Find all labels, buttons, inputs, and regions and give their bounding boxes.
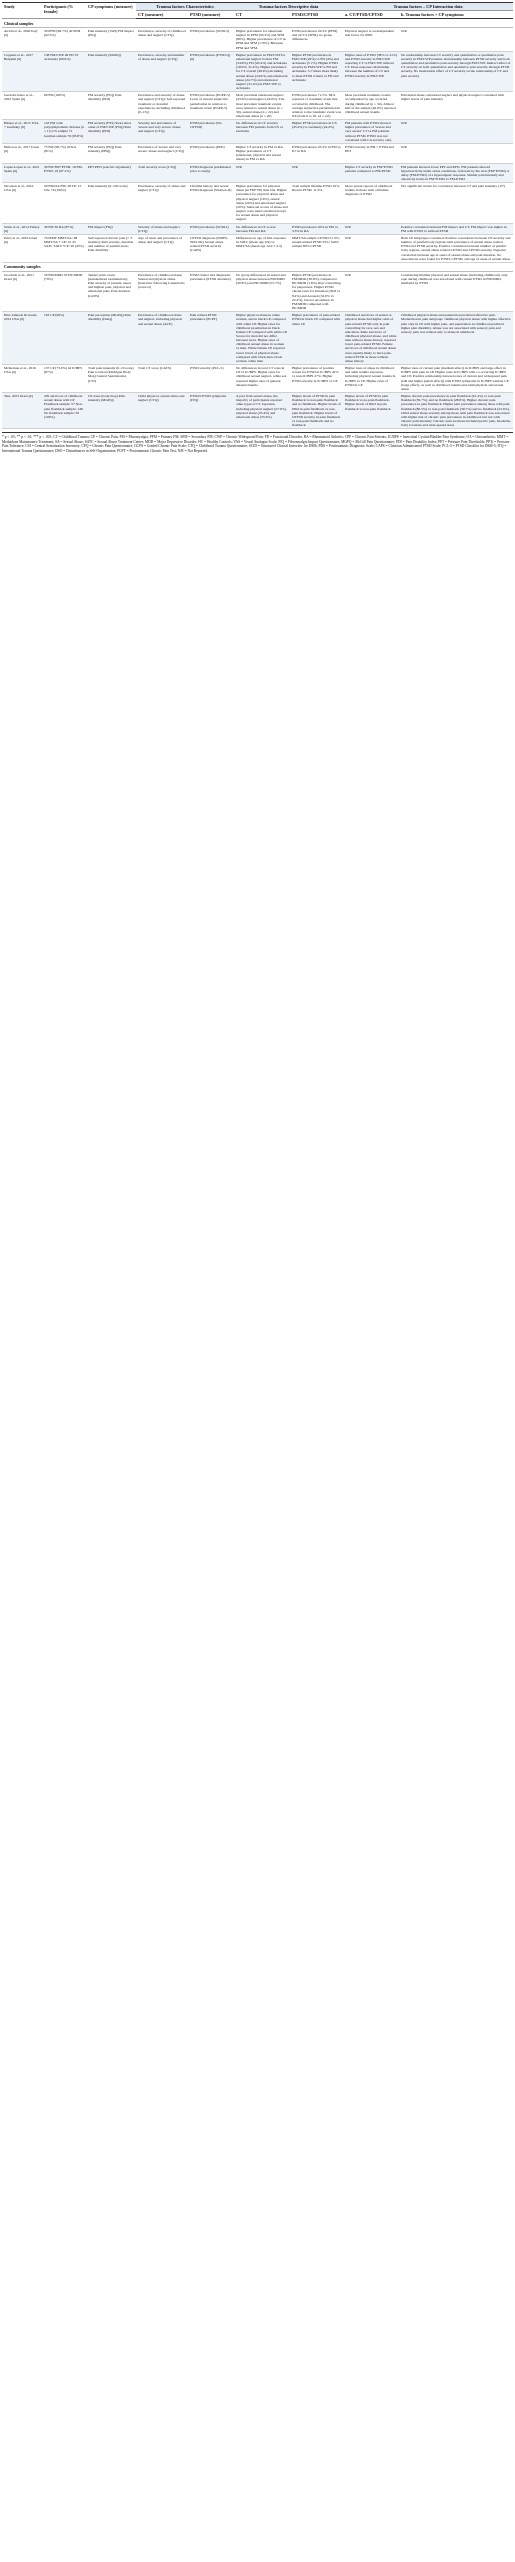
col-header-ptsd: PTSD (measure) — [188, 11, 234, 19]
cell-ptsd-descriptive: Higher prevalence of pain-related PTSD in black CP compared with white CP — [290, 312, 343, 365]
cell-ct-ptsd-interaction: Higher CT severity in FM+PTSD patients compared to FM-PTSD — [343, 163, 399, 183]
cell-ptsd-measure: PTSD prevalence (PDS) — [188, 143, 234, 163]
header-row-groups — [2, 3, 513, 11]
section-label: Community samples — [2, 262, 513, 271]
cell-trauma-cp-interaction: N/R — [399, 143, 513, 163]
cell-participants: 36 FM 30 RA (87%) — [42, 223, 86, 234]
cell-ct-descriptive: Higher physical abuse in white women, and in black CP compared with white CP. Higher rates for childhood prostitution in black female CP compared with white CP. Scores for men did not differ between races. Higher rates of childhood sexual abuse in women vs men. White female CP reported lower levels of physical abuse compared with black men, black women, white men — [234, 312, 290, 365]
cell-ct-ptsd-interaction: Childhood survivors of sexual or physical abuse had higher odds of pain-related PTSD only in pain controlling for race, sex and education. Male survivors of childhood physical abuse, and white men without abuse history, reported lower pain-related PTSD. Female survivors of childhood sexual abuse were equally likely to have pain-related PTSD as those without abuse history — [343, 312, 399, 365]
table-row — [2, 92, 513, 120]
cell-study: Alciati et al., 2020 Italy [#] — [2, 28, 42, 52]
cell-study: Pelcz et al., 2016 Israel [#] — [2, 234, 42, 262]
cell-ct-descriptive: A part from sexual abuse, the majority of participants reported other types of CT exposure, including physical neglect (27.9%), physical abuse (25.4%) and emotional abuse (55.6%) — [234, 393, 290, 429]
col-header-ct-desc: CT — [234, 11, 290, 19]
cell-ct-descriptive: No differences in total CT rates in CP vs IC/BPS. Higher rates for childhood sexual neglect, while sex reported higher rates of general disaster/trauma — [234, 365, 290, 393]
cell-ptsd-descriptive: Higher PTSD prevalence in FM/MDD (30.8%) compared to HC/MDD (1.8%) after controlling for perpetrator. Higher PTSD cluster rates for Intrusion (30.8 vs 8.4%) and Arousal (32.0% vs 22.4%), but not Avoidance in FM/MDD compared with HC/MDD — [290, 271, 343, 311]
table-row — [2, 143, 513, 163]
section-label: Clinical samples — [2, 19, 513, 28]
cell-trauma-cp-interaction: Considering lifetime physical and sexual abuse (including childhood), only rape during childhood was associated with current PTSD in FM/MDD, mediated by PTSD — [399, 271, 513, 311]
cell-ct-descriptive: No differences in CT scores between FM and RA — [234, 223, 290, 234]
cell-participants: 75 FM (96.7%) 20 RA (81%) — [42, 143, 86, 163]
cell-cp-symptoms: PPT PPTr (electric algometer) — [86, 163, 136, 183]
group-header-trauma-characteristics: Trauma factors Characteristics — [136, 3, 234, 11]
table-footnote: * p < .05; ** p < .01; *** p < .001; CT = Childhood Trauma; CP = Chronic Pain; FM = Fibromyalgia; PFM = Primary FM; SFM = Secondary FM; CWP = Chronic Widespread Pain; FD = Functional Disorder; RA = Rheumatoid Arthritis; CPP = Chronic Pain Patients; IC/BPS = Interstitial Cystitis/Bladder Pain Syndrome; OA = Osteoarthritis; MMT = Methadone Maintenance Treatment; SA = Sexual Abuse; SATC = Sexual Abuse Treatment Center; MDD = Major Depressive Disorder; HC = Healthy Controls; VAS = Visual Analogue Scale; FIQ = Fibromyalgia Impact Questionnaire; MGPQ = McGill Pain Questionnaire; PDI = Pain Disability Index; PPT = Pressure Pain Thresholds; PPTr = Pressure Pain Tolerance; CSI = Central Sensitization Inventory; CPQ = Chronic Pain Questionnaire; GCPS = Graded Chronic Pain Scale; CTQ = Childhood Trauma Questionnaire; SCID = Structured Clinical Interview for DSM; PDS = Posttraumatic Diagnostic Scale; CAPS = Clinician Administered PTSD Scale; PCL-5 = PTSD Checklist for DSM-5; ITQ = International Trauma Questionnaire; DSO = Disturbances in Self-Organization; PCPT = Posttraumatic Chronic Pain Test; N/R = Not Reported. — [2, 432, 513, 453]
cell-ct-measure: Prevalence and severity of abuse and neglect (CTQ); Self-reported traumatic or stressful experiences, including childhood (0–15y) — [136, 92, 188, 120]
cell-ptsd-descriptive: PTSD prevalence 71.5%. 84% reported ≥1 traumatic event that occurred in childhood. The average subjective perturbation in relation to the traumatic event was 8.6 (from 0 to 10, sd = 2.0) — [290, 92, 343, 120]
cell-ptsd-measure: PTSD severity (PCL-5) — [188, 365, 234, 393]
cell-participants: 137 CP (73.9%) 42 ICBPS (87%) — [42, 365, 86, 393]
cell-participants: 205 survivors of childhood sexual abuse with CP Flashback sample: 57 Non-pain flashback sample: 148 No flashback sample: 65 (100%) — [42, 393, 86, 429]
cell-ptsd-measure: PTSD prevalence (SS-CPTSD) — [188, 120, 234, 144]
cell-ct-descriptive: Differences in age of first exposure in SATC (mean age 9.9) vs MMT/SA (mean age 12.9 ± 4.3) — [234, 234, 290, 262]
cell-ct-descriptive: N/R — [234, 163, 290, 183]
cell-ct-ptsd-interaction: N/R — [343, 223, 399, 234]
cell-cp-symptoms: FM severity (FIQ) Pain disability (PDI) — [86, 92, 136, 120]
cell-ct-ptsd-interaction: N/R — [343, 234, 399, 262]
cell-ptsd-descriptive: Higher prevalence of positive screen for PTSD in IC/BPS 42% vs non-IC/BPS 27%. Higher PTSD severity in IC/BPS vs CP — [290, 365, 343, 393]
cell-ptsd-measure: PTSD cluster and diagnostic prevalence (PTSD checklist) — [188, 271, 234, 311]
cell-ct-ptsd-interaction: Higher levels of PTSD in pain flashback vs no-pain flashback. Higher levels of DSO in pain flashback vs non-pain flashback — [343, 393, 399, 429]
cell-participants: 50 PFM (96.7%) 40 SFM (92.5%) — [42, 28, 86, 52]
cell-ct-measure: Total severity score (CTQ) — [136, 163, 188, 183]
cell-ct-ptsd-interaction: Most prevalent traumatic events accompanied by age occurred during childhood (n = 34). Almost half of the sample (46.9%) reported childhood sexual trauma — [343, 92, 399, 120]
cell-study: Häuser et al., 2015 USA + Germany [#] — [2, 120, 42, 144]
cell-ptsd-descriptive: PTSD prevalence 45.3% in FM vs 8.7 in RA — [290, 143, 343, 163]
col-header-b: b. Trauma factors × CP symptoms — [399, 11, 513, 19]
cell-ct-ptsd-interaction: Higher rates of abuse in childhood and adult trauma exposure, including physical sexual trauma in IC/BPS vs CP. Higher rates of PTSD in CP — [343, 365, 399, 393]
col-header-participants: Participants (% female) — [42, 3, 86, 19]
table-row — [2, 223, 513, 234]
table-row — [2, 51, 513, 91]
group-header-trauma-interaction: Trauma factors – CP Interaction data — [343, 3, 513, 11]
table-row — [2, 183, 513, 223]
table-row — [2, 234, 513, 262]
cell-trauma-cp-interaction: FM patients showed lower PPT and PPTr. FM patients showed hyperreactivity under stress conditions, followed by the lack (FM+PTSD) or delay (FM-PTSD) of a hyperalgesic response. Similar pain intensity and chronicity levels in FM+PTSD vs FM-PTSD — [399, 163, 513, 183]
cell-ptsd-descriptive: PTSD prevalence 40% in FM vs 3.3% in RA — [290, 223, 343, 234]
cell-ct-ptsd-interaction: FM patients with PTSD showed higher prevalence of 'severe and very severe' CT vs FM patients without PTSD. PTSD was not correlated with CA severity only. — [343, 120, 399, 144]
cell-cp-symptoms: Pain intensity (MGPQ) — [86, 51, 136, 91]
cell-ct-measure: Severity of abuse and neglect (CTQ) — [136, 223, 188, 234]
cell-trauma-cp-interaction: N/R — [399, 28, 513, 52]
cell-participants: 36 FM FM+PTSD: 18 FM-PTSD: 18 (97.2%) — [42, 163, 86, 183]
section-row-community — [2, 262, 513, 271]
cell-ct-measure: Prevalence of childhood abuse and neglect, including physical and sexual abuse (ACE) — [136, 312, 188, 365]
group-header-trauma-descriptive: Trauma factors Descriptive data — [234, 3, 343, 11]
cell-trauma-cp-interaction: No relationship between CT severity and quantitative or qualitative pain severity in FM/CWP patients. Relationship between PTSD severity and both quantitative and qualitative pain severity through FM/CWP. Indirect effect of CT severity on both quantitative and qualitative pain severity through PTSD severity. No moderation effect of CT severity on the relationship of CT and pain severity — [399, 51, 513, 91]
table-row — [2, 271, 513, 311]
cell-participants: 143 FM with polysymptomatic distress (n = 11) US sample 71 German sample 70 (93.8%) — [42, 120, 86, 144]
cell-ptsd-descriptive: Total sample lifetime PTSD 19%. Recent PTSD: 11.9% — [290, 183, 343, 223]
cell-ct-descriptive: Higher prevalence in FM/CWP for emotional neglect both in FM (34.8%), FD (20.4%) and Achalasia (18.9%; 31.4%). Higher prevalence for CT overall (48.6%) including sexual abuse (24.6%) and emotional abuse (24.7%) and emotional neglect (31.4%) in FM/CWP vs Achalasia — [234, 51, 290, 91]
cell-trauma-cp-interaction: Higher chronic pain prevalence in pain flashback (91.4%) vs non-pain flashback (39.7%), and no flashback (28.8%). Higher chronic pain prevalence in pain flashback. Higher pain prevalence among those with pain flashback (80.5%) vs non-pain flashback (39.7%) and no flashback (23.6%). Child sexual abuse severity among those with pain flashback was associated with higher risk of chronic pain prevalence in adulthood, but not with chronic pain intensity. Chronic pain locations included pelvic pain, headache, body locations and wide-spread areas — [399, 393, 513, 429]
cell-ptsd-measure: PTSD/CPTSD symptoms (ITQ) — [188, 393, 234, 429]
cell-participants: 69 FM (100%) — [42, 92, 86, 120]
cell-trauma-cp-interaction: N/R — [399, 120, 513, 144]
cell-trauma-cp-interaction: Childhood physical abuse and penetration predicted affective pain. Moderation in pain subgroup: childhood physical abuse with higher affective pain only in CP with higher pain, and penetration in childhood predicted higher pain disability. Abuse was not associated with sensory pain and sensory pain was related only to abuse in adulthood — [399, 312, 513, 365]
table-body — [2, 19, 513, 429]
cell-study: Sevin et al., 2014 Turkey [#] — [2, 223, 42, 234]
cell-participants: 76 MMT MMT/SA: 68 MMT/SA + CP: 41 25 SATC SATC+CP: 20 (45%) — [42, 234, 86, 262]
col-header-study: Study — [2, 3, 42, 19]
cell-ct-descriptive: No group differences in sexual and physical abuse between FM/MDD (30.8%) and HC/MDD (37.7%) — [234, 271, 290, 311]
cell-ct-ptsd-interaction: More severe reports of childhood trauma in those with a lifetime diagnosis of PTSD — [343, 183, 399, 223]
cell-study: López-López et al., 2021 Spain [#] — [2, 163, 42, 183]
col-header-cp-symptoms: CP symptoms (measure) — [86, 3, 136, 19]
table-row — [2, 28, 513, 52]
cell-study: Nicolson et al., 2010 USA [#] — [2, 183, 42, 223]
cell-cp-symptoms: CP areas (body map) Pain intensity (MGPQ) — [86, 393, 136, 429]
cell-ct-measure: Prevalence, severity of childhood abuse and neglect (CTQ) — [136, 28, 188, 52]
cell-ct-ptsd-interaction: Physical neglect is an independent risk factor for PMS — [343, 28, 399, 52]
cell-participants: 138 FM/CWP 49 FD 53 Achalasia (69.6%) — [42, 51, 86, 91]
cell-participants: 163 CP (66%) — [42, 312, 86, 365]
cell-cp-symptoms: Tender point count (standardized examination); Pain severity of present, usual and highest pain, physical and emotional pain; Pain duration (GCPS) — [86, 271, 136, 311]
review-table — [2, 2, 513, 429]
cell-ptsd-descriptive: N/R — [290, 163, 343, 183]
col-header-ptsd-cptsd: PTSD/CPTSD — [290, 11, 343, 19]
section-row-clinical — [2, 19, 513, 28]
cell-ct-measure: Severity and prevalence of 'severe and very severe' abuse and neglect (CTQ) — [136, 120, 188, 144]
cell-ct-measure: Age of onset and prevalence of abuse and neglect (CTQ) — [136, 234, 188, 262]
cell-ptsd-descriptive: Higher PTSD prevalence in FM/CWP (29%) vs FD (4%) and Achalasia (5.7%). Higher PTSD severity in FM/CWP vs FD and Achalasia. 5-7 times more likely to meet PTSD criteria vs FD and Achalasia — [290, 51, 343, 91]
cell-trauma-cp-interaction: Emotional abuse, emotional neglect and physical neglect correlated with higher levels of pain intensity — [399, 92, 513, 120]
cell-ptsd-measure: PTSD diagnosis (established prior to study) — [188, 163, 234, 183]
cell-ptsd-descriptive: PTSD prevalence 26.3% (PFM) and 22.5% (SFM), no group differences — [290, 28, 343, 52]
cell-ct-descriptive: Higher CT severity in FM vs RA. Higher prevalence of CT (emotional, physical and sexual abuse) in FM vs RA — [234, 143, 290, 163]
cell-ptsd-measure: Pain related PTSD prevalence (PCPT) — [188, 312, 234, 365]
cell-study: Hart-Johnson & Green, 2012 USA [#] — [2, 312, 42, 365]
cell-ct-ptsd-interaction: Higher rates of PTSD (38% vs 21%) and PTSD severity in FM/CWP reporting CT vs FM/CWP without CT. Dose response relationship between the number of CT and PTSD severity in FM/CWP — [343, 51, 399, 91]
cell-ct-descriptive: Higher prevalence for emotional neglect in PFM (93.3%) and SFM (80%). Higher prevalence of CT in PFM and SFM (≥70%). Between PFM and SFM. — [234, 28, 290, 52]
cell-ptsd-measure: CPTSD diagnosis (SIDES-NOS-SR) Sexual abuse related PTSD severity (CAPS) — [188, 234, 234, 262]
cell-study: McKernan et al., 2019 USA [#] — [2, 365, 42, 393]
cell-ptsd-measure: PTSD prevalence (PTSD Q) [#] — [188, 51, 234, 91]
cell-ptsd-descriptive: Higher levels of PTSD in pain flashback vs non-pain flashback and no flashback. Higher levels of DSO in pain flashback vs non-pain flashback. Higher levels of CPTSD severity in pain flashback vs non-pain flashback and no flashback — [290, 393, 343, 429]
table-row — [2, 163, 513, 183]
cell-ct-descriptive: Most prevalent emotional neglect (43.6%) and neglect (24.6%). The most prevalent traumatic events were related to sexual abuse (n = 39), sexual abuse (n = 22) and emotional abuse (n = 20) — [234, 92, 290, 120]
cell-ct-ptsd-interaction: N/R — [343, 271, 399, 311]
cell-cp-symptoms: Pain intensity (VAS) FM impact (FIQ) — [86, 28, 136, 52]
cell-ptsd-measure: PTSD prevalence (SCID-5) — [188, 28, 234, 52]
cell-ct-descriptive: Higher prevalence for physical abuse (in FM+TP) than OA. Higher prevalence for physical abuse and physical neglect (19%), sexual abuse (29%) and emotional neglect (20%). Subscale scores of abuse and neglect were intercorrelated except for sexual abuse and physical neglect — [234, 183, 290, 223]
cell-ptsd-descriptive: MMT/SA sample CPTSD 51.3%; sexual-related PTSD 53%; SATC sample 80% CPTSD — [290, 234, 343, 262]
table-row — [2, 393, 513, 429]
cell-cp-symptoms: Pain intensity (0–100 scale) — [86, 183, 136, 223]
cell-ptsd-descriptive: Higher PTSD prevalence in US (45.4%) vs Germany (24.2%) — [290, 120, 343, 144]
cell-trauma-cp-interaction: Both CP subgroups correlated: Positive correlations between CP severity and number of painful body regions with prevalence of sexual abuse related PTSD and PTSD severity. Positive correlation between number of painful body regions, sexual abuse related CPTSD and CPTSD severity. Negative correlation between age at onset of sexual abuse and pain duration. No associations were found for PTSD, CPTSD, and age of onset of sexual abuse — [399, 234, 513, 262]
cell-ct-measure: Prevalence, severity of abuse and neglect (CTQ) — [136, 183, 188, 223]
col-header-a: a. CT/PTSD/CPTSD — [343, 11, 399, 19]
cell-participants: 50 FM/MDD 53 HC/MDD (79%) — [42, 271, 86, 311]
cell-trauma-cp-interaction: Positive correlation between FM impact and CT. FM impact was higher in FM with PTSD vs without PTSD — [399, 223, 513, 234]
cell-ptsd-measure: PTSD prevalence (SCID-I) — [188, 223, 234, 234]
cell-study: Coppens et al., 2017 Belgium [#] — [2, 51, 42, 91]
table-row — [2, 312, 513, 365]
cell-trauma-cp-interaction: Higher rates of current pain (medium effect) in IC/BPS and large effect in ICBPS with pain in CP. Higher rates in IC/BPS with co-occurring IC/BPS and CP. Positive relationship between rates of current and widespread pain (OR and higher (small effect)) with PTSD symptoms in IC/BPS without CP (large effect), as well as childhood trauma and adult physical and sexual abuse — [399, 365, 513, 393]
cell-study: Gardoki-Souto et al., 2022 Spain [#] — [2, 92, 42, 120]
cell-ct-measure: Prevalence, severity and number of abuse and neglect (CTQ) — [136, 51, 188, 91]
table-row — [2, 120, 513, 144]
cell-trauma-cp-interaction: Not significant trends for correlation between CT and pain intensity (.07) — [399, 183, 513, 223]
col-header-ct: CT (measure) — [136, 11, 188, 19]
table-row — [2, 365, 513, 393]
cell-ptsd-measure: Lifetime history and recent PTSD diagnosis (SSAGA-II) — [188, 183, 234, 223]
cell-study: Hellou et al., 2017 Israel [#] — [2, 143, 42, 163]
cell-cp-symptoms: Total pain intensity (0–10 scale) Pain location (Michigan Body Map) Central Sensitization (CSI) — [86, 365, 136, 393]
cell-ptsd-measure: PTSD prevalence (EGEP-5) Level of current subjective perturbation in relation to traumatic event (EGEP-5) — [188, 92, 234, 120]
cell-cp-symptoms: FM severity (FSS) Years since onset of FM/CWP (FSQ) Pain disability (PDI) — [86, 120, 136, 144]
cell-cp-symptoms: Self-reported chronic pain (> 3 months); Pain severity, duration and number of painful areas; Pain disability — [86, 234, 136, 262]
cell-cp-symptoms: Pain perception (MGPQ) Pain disability (DAQ) — [86, 312, 136, 365]
cell-participants: 59 FM/OA FM: 28 TP: 15 OA: 16 (100%) — [42, 183, 86, 223]
cell-cp-symptoms: FM severity (FIQ) Pain intensity (PBQ) — [86, 143, 136, 163]
cell-ct-measure: Child physical, sexual abuse and neglect (CTQ) — [136, 393, 188, 429]
cell-ct-measure: Prevalence of childhood abuse; Sexual and physical abuse (interview following Lanternan's protocol) — [136, 271, 188, 311]
cell-ct-descriptive: No differences in CT severity between FM patients from US vs Germany — [234, 120, 290, 144]
cell-study: Goodwin et al., 2021 Israel [#] — [2, 271, 42, 311]
cell-ct-measure: Prevalence of 'severe and very severe' abuse and neglect (CTQ) — [136, 143, 188, 163]
cell-study: Tsur, 2023 Israel [#] — [2, 393, 42, 429]
cell-ct-ptsd-interaction: PTSD severity in FM > PTSD and HCI — [343, 143, 399, 163]
cell-ct-measure: Total CT score (CATS) — [136, 365, 188, 393]
table-container — [2, 2, 513, 453]
cell-cp-symptoms: FM impact (FIQ) — [86, 223, 136, 234]
